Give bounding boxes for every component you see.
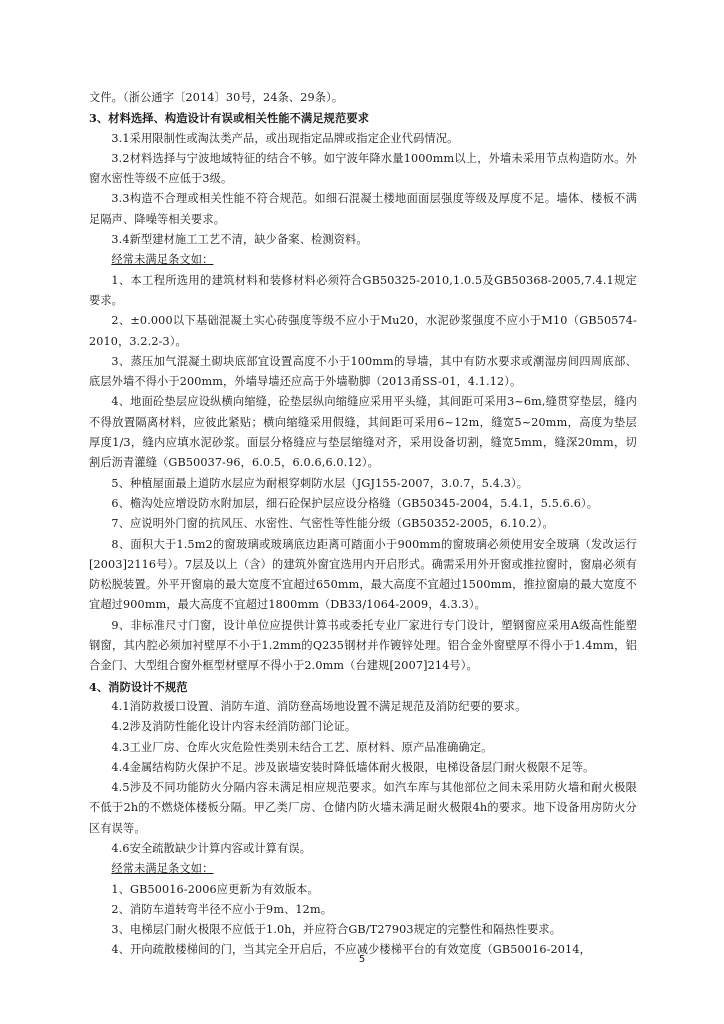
paragraph: 3.1采用限制性或淘汰类产品，或出现指定品牌或指定企业代码情况。 — [111, 131, 459, 145]
paragraph: 3.4新型建材施工工艺不清，缺少备案、检测资料。 — [111, 233, 368, 247]
paragraph: 6、檐沟处应增设防水附加层，细石砼保护层应设分格缝（GB50345-2004，5.4.1，5.5.6.6）。 — [111, 496, 599, 510]
paragraph: 7、应说明外门窗的抗风压、水密性、气密性等性能分级（GB50352-2005，6.10.2）。 — [111, 517, 554, 531]
paragraph: 文件。（浙公通字〔2014〕30号，24条、29条）。 — [89, 91, 344, 104]
paragraph: 4.2涉及消防性能化设计内容未经消防部门论证。 — [111, 720, 357, 734]
paragraph: 4.4金属结构防火保护不足。涉及嵌墙安装时降低墙体耐火极限，电梯设备层门耐火极限不足等。 — [111, 760, 595, 774]
paragraph: 4、开向疏散楼梯间的门，当其完全开启后，不应减少楼梯平台的有效宽度（GB50016-2014， — [111, 943, 591, 957]
paragraph: 3.2材料选择与宁波地域特征的结合不够。如宁波年降水量1000mm以上，外墙未采用节点构造防水。外窗水密性等级不应低于3级。 — [89, 151, 637, 186]
paragraph: 5、种植屋面最上道防水层应为耐根穿刺防水层（JGJ155-2007，3.0.7，5.4.3）。 — [111, 476, 529, 490]
section-heading: 3、材料选择、构造设计有误或相关性能不满足规范要求 — [89, 111, 370, 126]
paragraph: 4.5涉及不同功能防火分隔内容未满足相应规范要求。如汽车库与其他部位之间未采用防火墙和耐火极限不低于2h的不燃烧体楼板分隔。甲乙类厂房、仓储内防火墙未满足耐火极限4h的要求。地下设备用房防火分区有误等。 — [89, 781, 637, 835]
paragraph: 3、电梯层门耐火极限不应低于1.0h，并应符合GB/T27903规定的完整性和隔热性要求。 — [111, 923, 562, 937]
clause-list-heading-text: 经常未满足条文如： — [111, 253, 214, 267]
paragraph: 4、地面砼垫层应设纵横向缩缝，砼垫层纵向缩缝应采用平头缝，其间距可采用3~6m,缝贯穿垫层，缝内不得放置隔离材料，应彼此紧贴；横向缩缝采用假缝，其间距可采用6~12m，缝宽5~20mm，高度为垫层厚度1/3，缝内应填水泥砂浆。面层分格缝应与垫层缩缝对齐，采用设备切割，缝宽5mm，缝深20mm，切割后沥青灌缝（GB50037-96，6.0.5，6.0.6,6.0.12）。 — [89, 395, 637, 470]
paragraph: 4.6安全疏散缺少计算内容或计算有误。 — [111, 841, 312, 855]
paragraph: 2、±0.000以下基础混凝土实心砖强度等级不应小于Mu20，水泥砂浆强度不应小于M10（GB50574-2010，3.2.2-3）。 — [89, 314, 637, 348]
paragraph: 3.3构造不合理或相关性能不符合规范。如细石混凝土楼地面面层强度等级及厚度不足。墙体、楼板不满足隔声、降噪等相关要求。 — [89, 192, 637, 226]
document-body — [89, 88, 637, 961]
paragraph: 2、消防车道转弯半径不应小于9m、12m。 — [111, 902, 333, 916]
paragraph: 3、蒸压加气混凝土砌块底部宜设置高度不小于100mm的导墙，其中有防水要求或潮湿房间四周底部、底层外墙不得小于200mm，外墙导墙还应高于外墙勒脚（2013甬SS-01，4.1.12）。 — [89, 354, 637, 389]
paragraph: 1、GB50016-2006应更新为有效版本。 — [111, 882, 319, 896]
clause-list-heading — [89, 250, 637, 270]
paragraph: 9、非标准尺寸门窗，设计单位应提供计算书或委托专业厂家进行专门设计，塑钢窗应采用A级高性能塑钢窗，其内腔必须加衬壁厚不小于1.2mm的Q235钢材并作镀锌处理。铝合金外窗壁厚不得小于1.4mm，铝合金门、大型组合窗外框型材壁厚不得小于2.0mm（台建规[2007]214号）。 — [89, 618, 637, 673]
paragraph: 1、本工程所选用的建筑材料和装修材料必须符合GB50325-2010,1.0.5及GB50368-2005,7.4.1规定要求。 — [89, 273, 637, 307]
paragraph: 4.1消防救援口设置、消防车道、消防登高场地设置不满足规范及消防纪要的要求。 — [111, 699, 527, 713]
paragraph: 4.3工业厂房、仓库火灾危险性类别未结合工艺、原材料、原产品准确确定。 — [111, 740, 493, 754]
paragraph: 8、面积大于1.5m2的窗玻璃或玻璃底边距离可踏面小于900mm的窗玻璃必须使用安全玻璃（发改运行[2003]2116号）。7层及以上（含）的建筑外窗宜选用内开启形式。确需采用外开窗或推拉窗时，窗扇必须有防松脱装置。外平开窗扇的最大宽度不宜超过650mm，最大高度不宜超过1500mm，推拉窗扇的最大宽度不宜超过900mm，最大高度不宜超过1800mm（DB33/1064-2009，4.3.3）。 — [89, 537, 637, 612]
page-number: 5 — [358, 954, 366, 965]
clause-list-heading-text: 经常未满足条文如： — [111, 862, 214, 876]
clause-list-heading — [89, 859, 637, 879]
section-heading: 4、消防设计不规范 — [89, 679, 188, 694]
